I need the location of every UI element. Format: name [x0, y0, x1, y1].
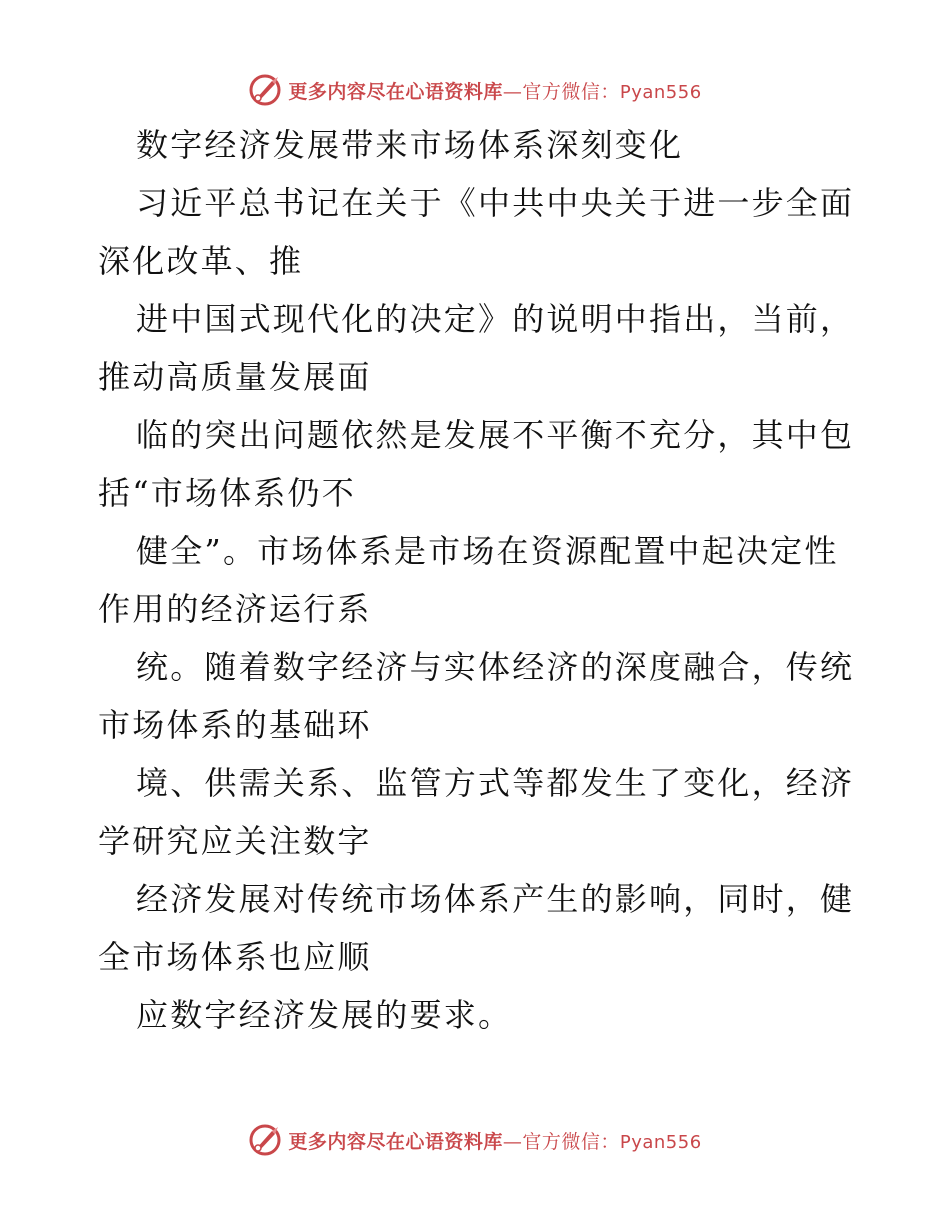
footer-banner-main-text: 更多内容尽在心语资料库 — [288, 1130, 503, 1153]
footer-banner — [0, 1120, 950, 1160]
paragraph-line: 括“市场体系仍不 — [98, 474, 356, 512]
document-title: 数字经济发展带来市场体系深刻变化 — [136, 126, 684, 164]
footer-banner-sub-text: 官方微信： — [522, 1130, 620, 1153]
header-banner — [0, 70, 950, 110]
quill-logo-icon — [248, 73, 282, 107]
header-banner-dash: — — [502, 80, 523, 103]
paragraph-line: 临的突出问题依然是发展不平衡不充分，其中包 — [136, 416, 855, 454]
paragraph-line: 统。随着数字经济与实体经济的深度融合，传统 — [136, 648, 855, 686]
footer-banner-inner — [248, 1123, 701, 1157]
quill-logo-icon — [248, 1123, 282, 1157]
paragraph-line: 应数字经济发展的要求。 — [136, 996, 513, 1034]
paragraph-line: 健全”。市场体系是市场在资源配置中起决定性 — [136, 532, 839, 570]
paragraph-line: 学研究应关注数字 — [98, 822, 372, 860]
paragraph-line: 作用的经济运行系 — [98, 590, 372, 628]
paragraph-line: 经济发展对传统市场体系产生的影响，同时，健 — [136, 880, 855, 918]
header-banner-wechat-id: Pyan556 — [619, 81, 702, 103]
paragraph-line: 习近平总书记在关于《中共中央关于进一步全面 — [136, 184, 855, 222]
footer-banner-dash: — — [502, 1130, 523, 1153]
header-banner-sub-text: 官方微信： — [522, 80, 620, 103]
footer-banner-wechat-id: Pyan556 — [619, 1131, 702, 1153]
paragraph-line: 进中国式现代化的决定》的说明中指出，当前， — [136, 300, 855, 338]
paragraph-line: 推动高质量发展面 — [98, 358, 372, 396]
header-banner-main-text: 更多内容尽在心语资料库 — [288, 80, 503, 103]
paragraph-line: 深化改革、推 — [98, 242, 304, 280]
paragraph-line: 市场体系的基础环 — [98, 706, 372, 744]
header-banner-inner — [248, 73, 701, 107]
paragraph-line: 境、供需关系、监管方式等都发生了变化，经济 — [136, 764, 855, 802]
paragraph-line: 全市场体系也应顺 — [98, 938, 372, 976]
